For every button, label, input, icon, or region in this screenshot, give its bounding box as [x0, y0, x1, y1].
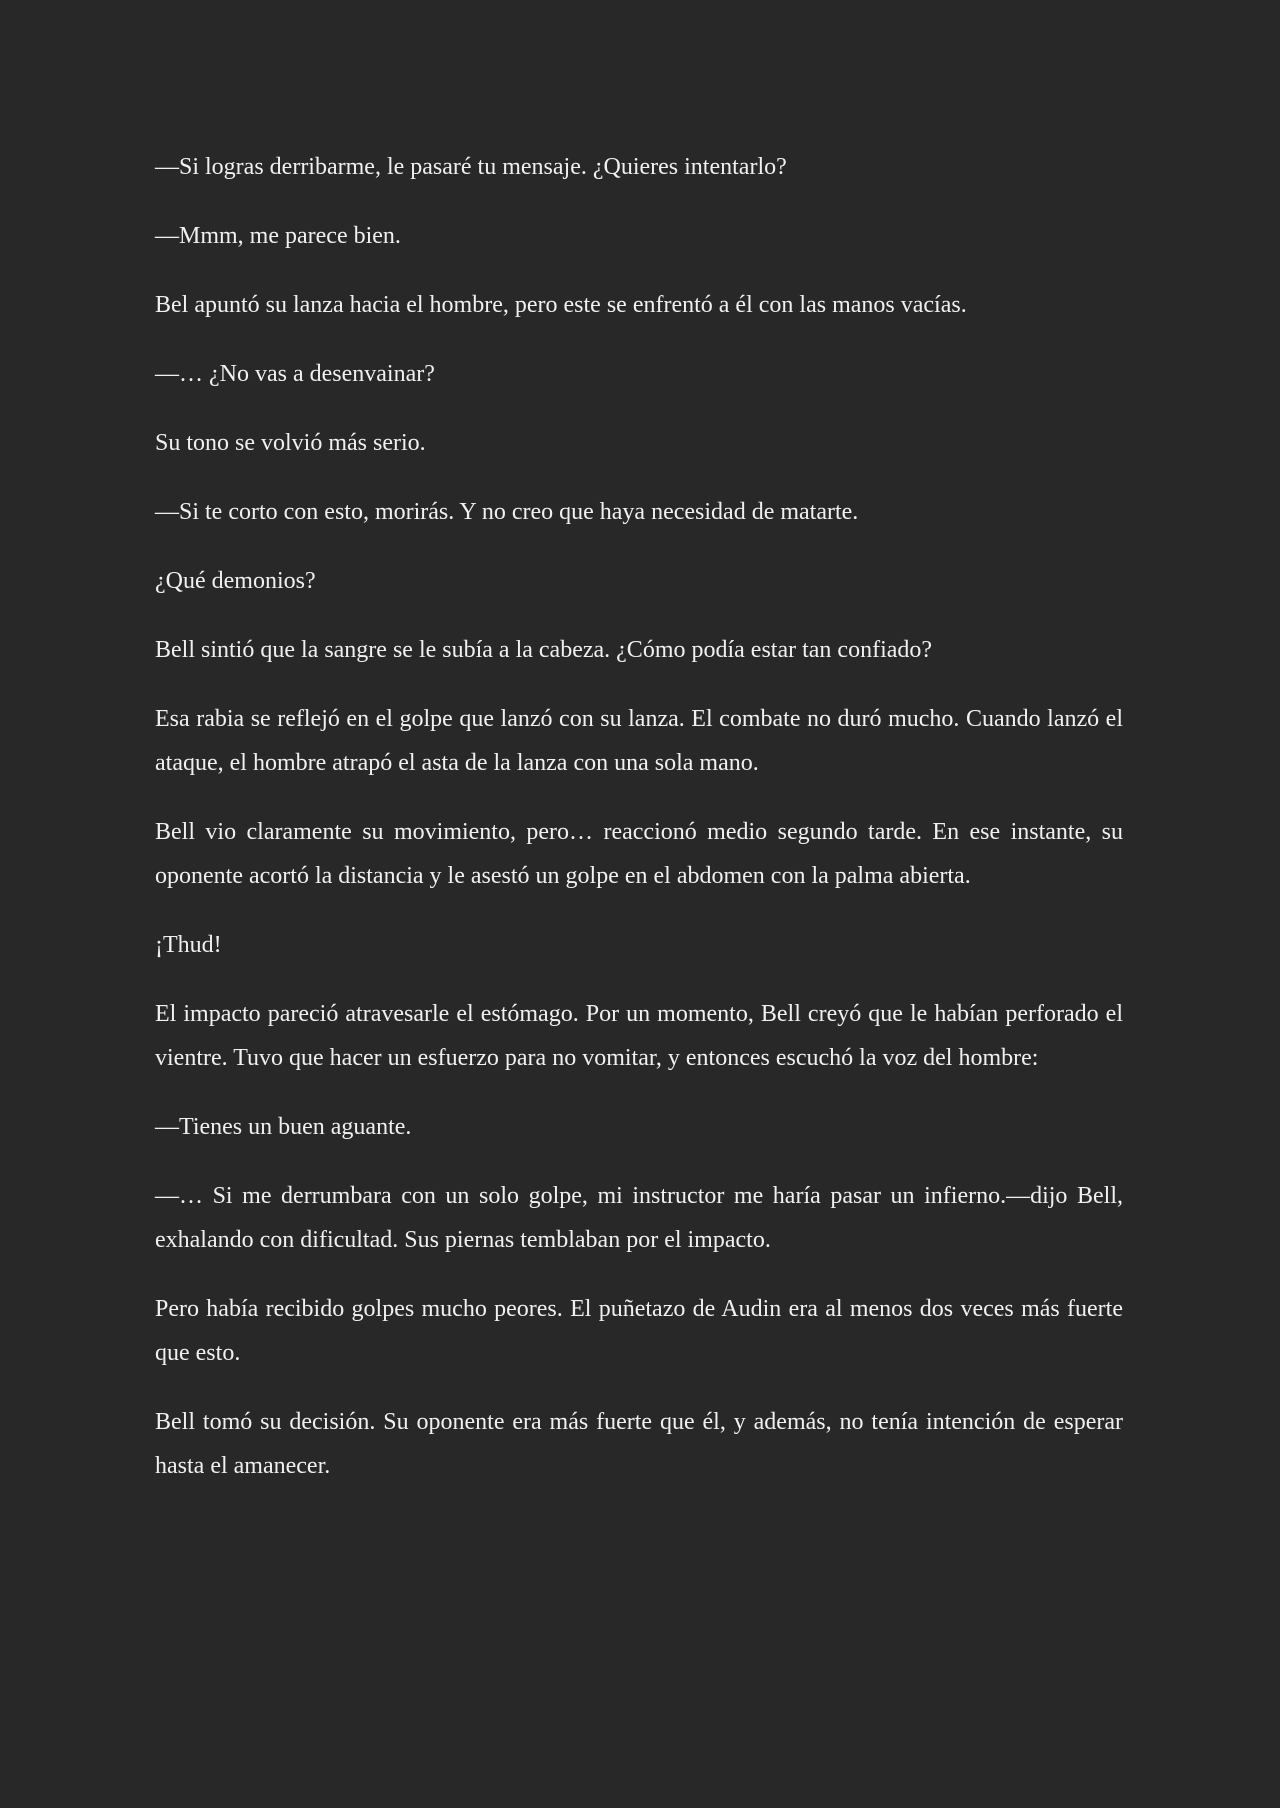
paragraph: —Tienes un buen aguante.	[155, 1114, 412, 1140]
paragraph: ¡Thud!	[155, 932, 222, 958]
paragraph: —Si logras derribarme, le pasaré tu mensaje. ¿Quieres intentarlo?	[155, 154, 787, 180]
paragraph: Bell sintió que la sangre se le subía a la cabeza. ¿Cómo podía estar tan confiado?	[155, 637, 933, 663]
paragraph: El impacto pareció atravesarle el estómago. Por un momento, Bell creyó que le habían perforado el vientre. Tuvo que hacer un esfuerzo para no vomitar, y entonces escuchó la voz del hombre:	[155, 1001, 1123, 1071]
paragraph: Bel apuntó su lanza hacia el hombre, pero este se enfrentó a él con las manos vacías.	[155, 292, 967, 318]
paragraph: —… Si me derrumbara con un solo golpe, mi instructor me haría pasar un infierno.—dijo Bell, exhalando con dificultad. Sus piernas temblaban por el impacto.	[155, 1183, 1123, 1253]
paragraph: Esa rabia se reflejó en el golpe que lanzó con su lanza. El combate no duró mucho. Cuando lanzó el ataque, el hombre atrapó el asta de la lanza con una sola mano.	[155, 706, 1123, 776]
paragraph: Pero había recibido golpes mucho peores. El puñetazo de Audin era al menos dos veces más fuerte que esto.	[155, 1296, 1123, 1366]
paragraph: Su tono se volvió más serio.	[155, 430, 426, 456]
paragraph: Bell tomó su decisión. Su oponente era más fuerte que él, y además, no tenía intención de esperar hasta el amanecer.	[155, 1409, 1123, 1479]
paragraph: —Si te corto con esto, morirás. Y no creo que haya necesidad de matarte.	[155, 499, 859, 525]
paragraph: Bell vio claramente su movimiento, pero… reaccionó medio segundo tarde. En ese instante, su oponente acortó la distancia y le asestó un golpe en el abdomen con la palma abierta.	[155, 819, 1123, 889]
paragraph: ¿Qué demonios?	[155, 568, 316, 594]
paragraph: —… ¿No vas a desenvainar?	[155, 361, 435, 387]
paragraph: —Mmm, me parece bien.	[155, 223, 401, 249]
